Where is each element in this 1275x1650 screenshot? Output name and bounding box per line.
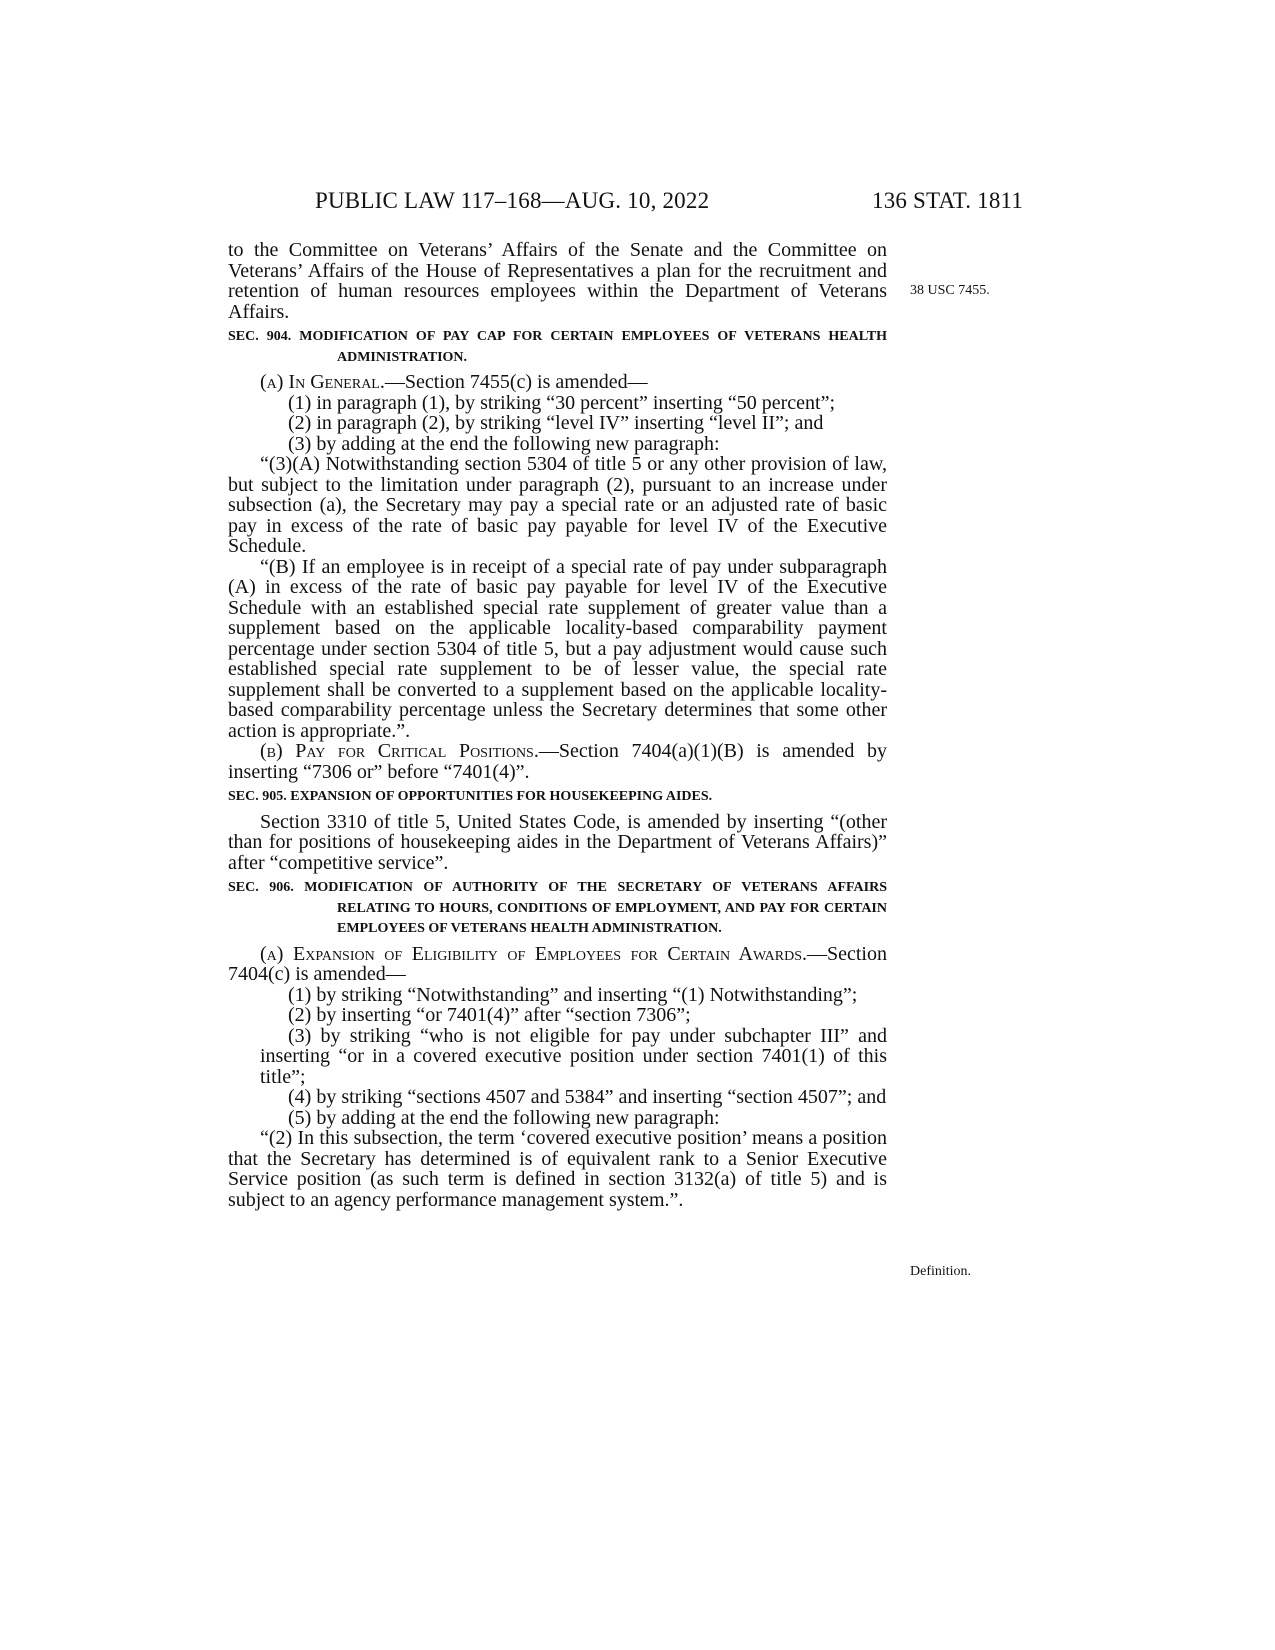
section-906-para-3: (3) by striking “who is not eligible for pay under subchapter III” and inserting “or in a covered executive position under section 7401(1) of this title”; <box>260 1024 887 1088</box>
running-header-title: PUBLIC LAW 117–168—AUG. 10, 2022 <box>315 188 710 213</box>
subsection-a-label: (a) In General. <box>260 371 385 393</box>
subsection-b-text: —Section 7404(a)(1)(B) is amended by inserting “7306 or” before “7401(4)”. <box>228 740 887 783</box>
section-904-para-2: (2) in paragraph (2), by striking “level IV” inserting “level II”; and <box>288 412 824 434</box>
section-904-para-3: (3) by adding at the end the following new paragraph: <box>288 432 720 455</box>
section-904-heading: SEC. 904. MODIFICATION OF PAY CAP FOR CERTAIN EMPLOYEES OF VETERANS HEALTH ADMINISTRATION. <box>228 329 887 365</box>
section-904-para-1 <box>228 393 887 414</box>
new-paragraph-3A: “(3)(A) Notwithstanding section 5304 of title 5 or any other provision of law, but subject to the limitation under paragraph (2), pursuant to an increase under subsection (a), the Secretary may pay a special rate or an adjusted rate of basic pay in excess of the rate of basic pay payable for level IV of the Executive Schedule. <box>228 453 887 557</box>
section-906-a-text: —Section 7404(c) is amended— <box>228 942 887 985</box>
page-stat-citation: 136 STAT. 1811 <box>872 188 1024 213</box>
subsection-a-text: —Section 7455(c) is amended— <box>384 371 648 393</box>
section-906-para-2: (2) by inserting “or 7401(4)” after “section 7306”; <box>288 1004 691 1026</box>
section-906-para-5: (5) by adding at the end the following new paragraph: <box>288 1106 720 1129</box>
section-906-subsection-a <box>228 944 887 985</box>
new-paragraph-3B: “(B) If an employee is in receipt of a special rate of pay under subparagraph (A) in excess of the rate of basic pay payable for level IV of the Executive Schedule with an established special rate supplement of greater value than a supplement based on the applicable locality-based comparability payment percentage under section 5304 of title 5, but a pay adjustment would cause such established special rate supplement to be of lesser value, the special rate supplement shall be converted to a supplement based on the applicable locality-based comparability percentage unless the Secretary determines that some other action is appropriate.”. <box>228 555 887 742</box>
section-906-para-1: (1) by striking “Notwithstanding” and inserting “(1) Notwithstanding”; <box>288 983 858 1006</box>
section-906-a-label: (a) Expansion of Eligibility of Employees for Certain Awards. <box>260 942 807 965</box>
subsection-b-label: (b) Pay for Critical Positions. <box>260 740 539 762</box>
margin-note-usc: 38 USC 7455. <box>910 283 990 298</box>
para-1-text: (1) in paragraph (1), by striking “30 percent” inserting “50 percent”; <box>288 391 836 414</box>
section-905-heading: SEC. 905. EXPANSION OF OPPORTUNITIES FOR HOUSEKEEPING AIDES. <box>228 789 713 804</box>
section-906-para-4: (4) by striking “sections 4507 and 5384” and inserting “section 4507”; and <box>288 1086 887 1108</box>
section-904-subsection-a <box>228 372 887 393</box>
section-905-text: Section 3310 of title 5, United States Code, is amended by inserting “(other than for positions of housekeeping aides in the Department of Veterans Affairs)” after “competitive service”. <box>228 810 887 874</box>
definition-paragraph: “(2) In this subsection, the term ‘covered executive position’ means a position that the Secretary has determined is of equivalent rank to a Senior Executive Service position (as such term is defined in section 3132(a) of title 5) and is subject to an agency performance management system.”. <box>228 1127 887 1211</box>
section-906-heading: SEC. 906. MODIFICATION OF AUTHORITY OF THE SECRETARY OF VETERANS AFFAIRS RELATING TO HOURS, CONDITIONS OF EMPLOYMENT, AND PAY FOR CERTAIN EMPLOYEES OF VETERANS HEALTH ADMINISTRATION. <box>228 880 887 936</box>
continued-paragraph: to the Committee on Veterans’ Affairs of the Senate and the Committee on Veterans’ Affairs of the House of Representatives a plan for the recruitment and retention of human resources employees within the Department of Veterans Affairs. <box>228 239 887 323</box>
margin-note-definition: Definition. <box>910 1264 972 1279</box>
document-body <box>228 240 887 1210</box>
section-904-subsection-b <box>228 741 887 782</box>
